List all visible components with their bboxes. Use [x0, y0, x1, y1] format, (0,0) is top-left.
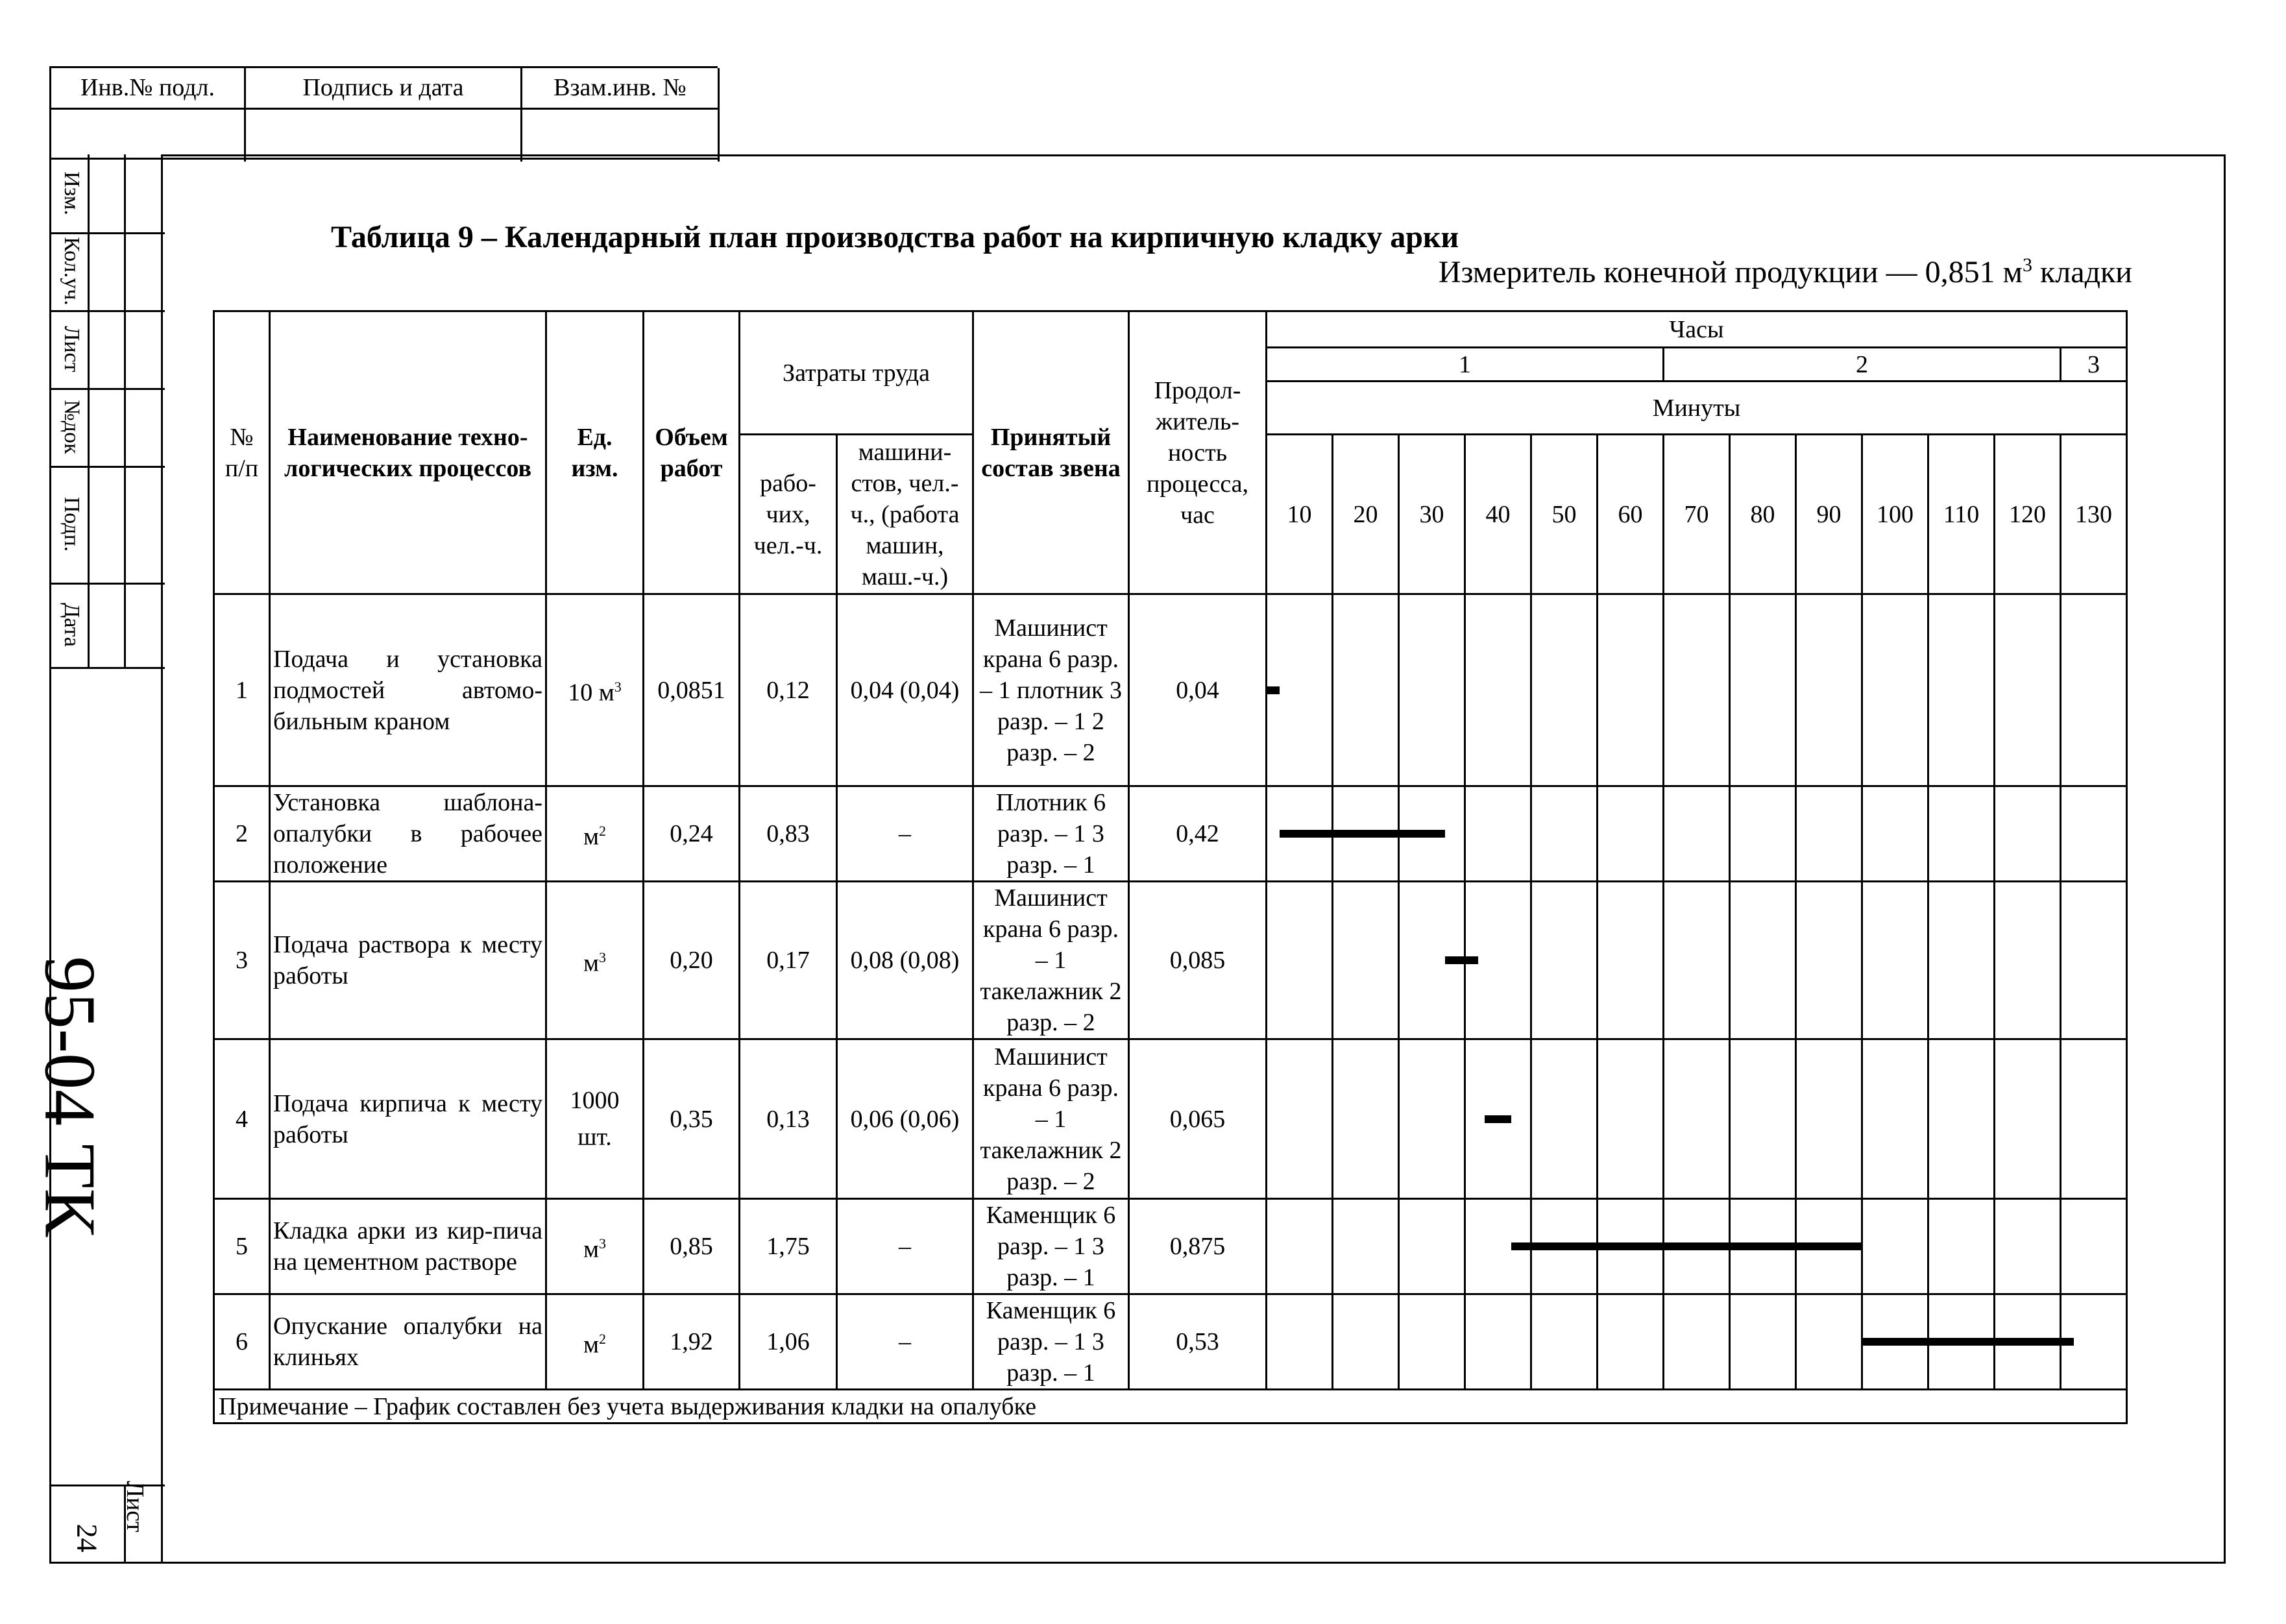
approval-stamp: [49, 66, 718, 160]
row-duration: 0,53: [1129, 1294, 1267, 1390]
row-name: Подача и установка подмостей автомо-бильным краном: [270, 594, 546, 786]
row-crew: Машинист крана 6 разр. – 1 плотник 3 разр. – 1 2 разр. – 2: [973, 594, 1129, 786]
gantt-cell: [1267, 882, 1333, 1039]
gantt-cell: [1796, 1294, 1862, 1390]
gantt-cell: [1730, 594, 1796, 786]
row-unit: [546, 1199, 644, 1294]
gantt-cell: [1399, 594, 1465, 786]
gantt-cell: [1995, 1199, 2061, 1294]
header-labor: Затраты труда: [740, 311, 973, 435]
gantt-cell: [1928, 594, 1995, 786]
row-name: Кладка арки из кир-пича на цементном растворе: [270, 1199, 546, 1294]
gantt-cell: [1598, 882, 1664, 1039]
table-title: Таблица 9 – Календарный план производства работ на кирпичную кладку арки: [331, 220, 1459, 254]
gantt-cell: [1598, 594, 1664, 786]
gantt-cell: [1995, 882, 2061, 1039]
minute-tick: 80: [1730, 435, 1796, 594]
strip-data-label: Дата: [60, 603, 84, 647]
gantt-cell: [1267, 1294, 1333, 1390]
row-name: Опускание опалубки на клиньях: [270, 1294, 546, 1390]
header-crew: Принятый состав звена: [973, 311, 1129, 594]
gantt-cell: [1399, 1039, 1465, 1199]
gantt-cell: [1995, 786, 2061, 882]
gantt-bar: [1445, 956, 1478, 964]
gantt-bar: [1280, 830, 1445, 838]
row-volume: 0,85: [644, 1199, 740, 1294]
row-num: 1: [214, 594, 270, 786]
row-crew: Машинист крана 6 разр. – 1 такелажник 2 разр. – 2: [973, 1039, 1129, 1199]
minute-tick: 90: [1796, 435, 1862, 594]
header-hours: Часы: [1267, 311, 2127, 348]
header-hour-2: 2: [1664, 348, 2061, 382]
row-unit-text: м: [583, 823, 600, 851]
row-unit: [546, 882, 644, 1039]
gantt-cell: [1465, 1294, 1531, 1390]
row-name: Подача кирпича к месту работы: [270, 1039, 546, 1199]
gantt-cell: [1333, 1199, 1399, 1294]
row-workers: 1,75: [740, 1199, 837, 1294]
minute-tick: 50: [1531, 435, 1598, 594]
gantt-cell: [1928, 882, 1995, 1039]
gantt-cell: [1928, 786, 1995, 882]
stamp-inv-podl: Инв.№ подл.: [51, 68, 246, 108]
table-row: [214, 882, 2127, 1039]
row-duration: 0,065: [1129, 1039, 1267, 1199]
row-unit-text: 1000 шт.: [570, 1087, 620, 1151]
minute-tick: 100: [1862, 435, 1928, 594]
row-crew: Машинист крана 6 разр. – 1 такелажник 2 разр. – 2: [973, 882, 1129, 1039]
gantt-cell: [1664, 882, 1730, 1039]
gantt-cell: [1928, 1039, 1995, 1199]
gantt-cell: [1664, 1039, 1730, 1199]
minute-tick: 110: [1928, 435, 1995, 594]
row-unit-sup: 2: [599, 822, 607, 839]
schedule-table: [213, 310, 2128, 1424]
strip-list-label: Лист: [60, 326, 84, 372]
row-duration: 0,085: [1129, 882, 1267, 1039]
gantt-cell: [1531, 786, 1598, 882]
table-row: [214, 1039, 2127, 1199]
row-unit-text: м: [583, 1331, 600, 1359]
strip-kol-uch-label: Кол.уч.: [60, 237, 84, 306]
gantt-cell: [1664, 594, 1730, 786]
gantt-cell: [1598, 1039, 1664, 1199]
gantt-cell: [1531, 594, 1598, 786]
row-unit: [546, 1294, 644, 1390]
header-labor-workers: рабо-чих, чел.-ч.: [740, 435, 837, 594]
header-minutes: Минуты: [1267, 382, 2127, 435]
strip-podp-label: Подп.: [60, 496, 84, 552]
row-machines: –: [837, 1199, 973, 1294]
row-crew: Каменщик 6 разр. – 1 3 разр. – 1: [973, 1199, 1129, 1294]
product-meter: Измеритель конечной продукции — 0,851 $м^3$ кладки: [1438, 254, 2132, 289]
gantt-cell: [2061, 882, 2127, 1039]
row-crew: Плотник 6 разр. – 1 3 разр. – 1: [973, 786, 1129, 882]
header-num: № п/п: [214, 311, 270, 594]
document-code: 95-04 ТК: [29, 956, 110, 1237]
row-unit: [546, 1039, 644, 1199]
gantt-cell: [1862, 1039, 1928, 1199]
gantt-cell: [1862, 882, 1928, 1039]
gantt-cell: [1465, 594, 1531, 786]
gantt-cell: [1531, 1294, 1598, 1390]
row-unit-sup: 2: [599, 1330, 607, 1347]
row-num: 3: [214, 882, 270, 1039]
gantt-cell: [1333, 1039, 1399, 1199]
gantt-cell: [1465, 786, 1531, 882]
header-volume: Объем работ: [644, 311, 740, 594]
row-crew: Каменщик 6 разр. – 1 3 разр. – 1: [973, 1294, 1129, 1390]
table-row: [214, 786, 2127, 882]
gantt-bar: [1485, 1115, 1511, 1123]
minute-tick: 60: [1598, 435, 1664, 594]
gantt-cell: [1796, 594, 1862, 786]
sheet-number: 24: [71, 1523, 103, 1553]
gantt-cell: [2061, 1039, 2127, 1199]
stamp-vzam-inv-value: [522, 110, 720, 162]
header-duration: Продол-житель-ность процесса, час: [1129, 311, 1267, 594]
row-machines: 0,06 (0,06): [837, 1039, 973, 1199]
row-volume: 0,20: [644, 882, 740, 1039]
gantt-cell: [1796, 786, 1862, 882]
gantt-cell: [1664, 786, 1730, 882]
row-workers: 0,83: [740, 786, 837, 882]
gantt-cell: [1531, 882, 1598, 1039]
row-machines: 0,04 (0,04): [837, 594, 973, 786]
header-hour-3: 3: [2061, 348, 2127, 382]
gantt-cell: [1928, 1199, 1995, 1294]
gantt-bar: [1511, 1242, 1862, 1250]
minute-tick: 120: [1995, 435, 2061, 594]
row-unit-sup: 3: [599, 949, 607, 965]
minute-tick: 30: [1399, 435, 1465, 594]
gantt-cell: [1796, 882, 1862, 1039]
row-volume: 1,92: [644, 1294, 740, 1390]
gantt-cell: [1598, 1294, 1664, 1390]
row-unit-sup: 3: [599, 1235, 607, 1252]
gantt-cell: [1730, 1294, 1796, 1390]
gantt-cell: [1730, 786, 1796, 882]
row-name: Установка шаблона-опалубки в рабочее положение: [270, 786, 546, 882]
row-machines: 0,08 (0,08): [837, 882, 973, 1039]
row-volume: 0,24: [644, 786, 740, 882]
gantt-cell: [1267, 1039, 1333, 1199]
row-num: 2: [214, 786, 270, 882]
row-num: 4: [214, 1039, 270, 1199]
row-unit-text: 10 м: [568, 679, 614, 707]
stamp-podpis-data: Подпись и дата: [246, 68, 522, 108]
row-unit: [546, 786, 644, 882]
table-row: [214, 594, 2127, 786]
gantt-cell: [1862, 1199, 1928, 1294]
row-unit: [546, 594, 644, 786]
gantt-cell: [1995, 1039, 2061, 1199]
row-unit-sup: 3: [614, 679, 622, 696]
stamp-vzam-inv: Взам.инв. №: [522, 68, 720, 108]
gantt-cell: [2061, 1199, 2127, 1294]
sheet-label: Лист: [121, 1481, 149, 1533]
row-duration: 0,42: [1129, 786, 1267, 882]
stamp-podpis-data-value: [246, 110, 522, 162]
note-row: [214, 1390, 2127, 1424]
gantt-cell: [1333, 594, 1399, 786]
gantt-cell: [1796, 1039, 1862, 1199]
header-hour-1: 1: [1267, 348, 1664, 382]
minute-tick: 20: [1333, 435, 1399, 594]
header-unit: Ед. изм.: [546, 311, 644, 594]
row-num: 5: [214, 1199, 270, 1294]
row-machines: –: [837, 786, 973, 882]
row-workers: 1,06: [740, 1294, 837, 1390]
row-num: 6: [214, 1294, 270, 1390]
row-workers: 0,17: [740, 882, 837, 1039]
row-machines: –: [837, 1294, 973, 1390]
gantt-cell: [1333, 882, 1399, 1039]
header-labor-machines: машини-стов, чел.-ч., (работа машин, маш.-ч.): [837, 435, 973, 594]
row-workers: 0,13: [740, 1039, 837, 1199]
minute-tick: 130: [2061, 435, 2127, 594]
gantt-cell: [1399, 1199, 1465, 1294]
gantt-cell: [1598, 786, 1664, 882]
minute-tick: 10: [1267, 435, 1333, 594]
row-unit-text: м: [583, 1235, 600, 1263]
table-note: Примечание – График составлен без учета выдерживания кладки на опалубке: [214, 1390, 2127, 1424]
row-unit-text: м: [583, 949, 600, 977]
gantt-bar: [1862, 1338, 2074, 1346]
header-name: Наименование техно-логических процессов: [270, 311, 546, 594]
gantt-cell: [1862, 786, 1928, 882]
gantt-cell: [2061, 594, 2127, 786]
gantt-cell: [1333, 1294, 1399, 1390]
gantt-bar: [1267, 686, 1280, 694]
row-workers: 0,12: [740, 594, 837, 786]
gantt-cell: [1862, 594, 1928, 786]
row-duration: 0,875: [1129, 1199, 1267, 1294]
minute-tick: 40: [1465, 435, 1531, 594]
strip-ndok-label: №док: [60, 400, 84, 454]
gantt-cell: [1664, 1294, 1730, 1390]
row-name: Подача раствора к месту работы: [270, 882, 546, 1039]
gantt-cell: [1267, 1199, 1333, 1294]
stamp-inv-podl-value: [51, 110, 246, 162]
gantt-cell: [1730, 1039, 1796, 1199]
gantt-cell: [1995, 594, 2061, 786]
gantt-cell: [1531, 1039, 1598, 1199]
revision-strip: [49, 154, 163, 1564]
strip-izm-label: Изм.: [60, 171, 84, 215]
row-duration: 0,04: [1129, 594, 1267, 786]
gantt-cell: [2061, 786, 2127, 882]
gantt-cell: [1399, 1294, 1465, 1390]
table-row: [214, 1294, 2127, 1390]
row-volume: 0,0851: [644, 594, 740, 786]
minute-tick: 70: [1664, 435, 1730, 594]
row-volume: 0,35: [644, 1039, 740, 1199]
gantt-cell: [1730, 882, 1796, 1039]
